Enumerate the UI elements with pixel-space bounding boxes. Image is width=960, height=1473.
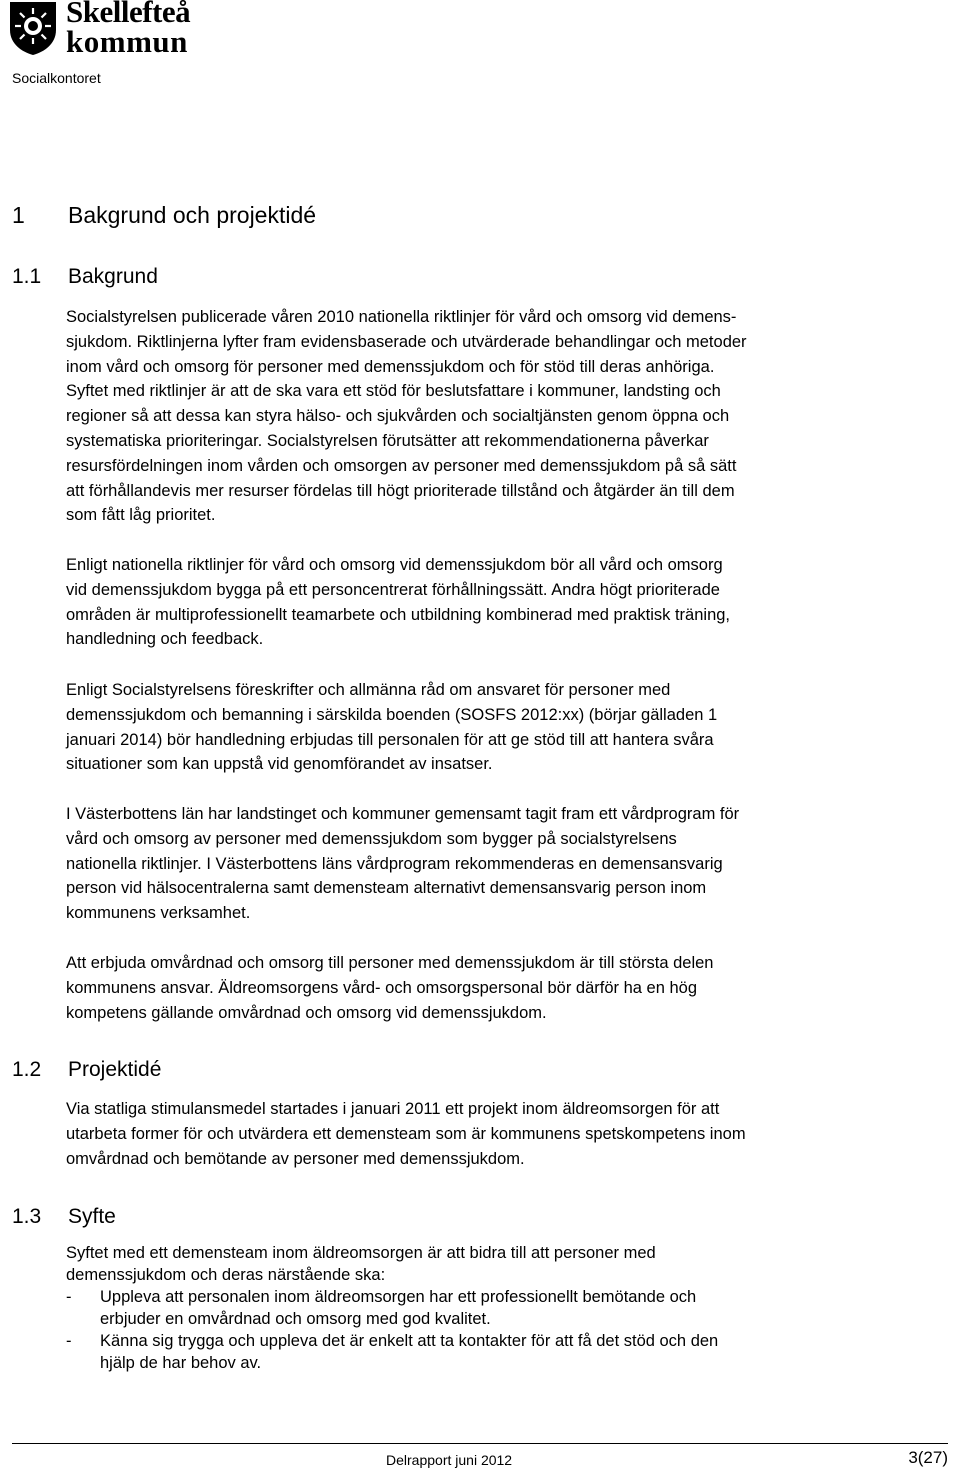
heading-section-1 (12, 202, 316, 229)
paragraph-syfte-intro (66, 1242, 946, 1286)
text-line: resursfördelningen inom vården och omsorgen av personer med demenssjukdom på så sätt (66, 456, 737, 475)
text-line: person vid hälsocentralerna samt demensteam alternativt demensansvarig person inom (66, 879, 707, 898)
paragraph-projektide (66, 1097, 946, 1171)
heading-section-1-3 (12, 1205, 116, 1229)
text-line: I Västerbottens län har landstinget och kommuner gemensamt tagit fram ett vårdprogram för (66, 805, 740, 823)
text-line: som fått låg prioritet. (66, 506, 216, 525)
municipal-crest-icon (8, 0, 58, 56)
dash-bullet: - (66, 1288, 72, 1306)
heading-title: Projektidé (68, 1058, 162, 1081)
text-line: vid demenssjukdom bygga på ett personcentrerat förhållningssätt. Andra högt prioriterade (66, 580, 720, 599)
footer-divider (12, 1443, 948, 1444)
text-line: demenssjukdom och deras närstående ska: (66, 1266, 386, 1284)
text-line: omvårdnad och bemötande av personer med demenssjukdom. (66, 1149, 525, 1168)
page-number: 3(27) (908, 1448, 948, 1467)
heading-number: 1.1 (12, 265, 42, 288)
text-line: inom vård och omsorg för personer med demenssjukdom och för stöd till deras anhöriga. (66, 357, 715, 376)
paragraph-bakgrund-5 (66, 951, 946, 1025)
text-line: regioner så att dessa kan styra hälso- och sjukvården och socialtjänsten genom öppna och (66, 407, 730, 426)
heading-number: 1 (12, 202, 25, 228)
dash-bullet: - (66, 1332, 72, 1350)
text-line: utarbeta former för och utvärdera ett demensteam som är kommunens spetskompetens inom (66, 1124, 746, 1143)
text-line: demenssjukdom och bemanning i särskilda boenden (SOSFS 2012:xx) (börjar gälladen 1 (66, 705, 718, 724)
text-line: nationella riktlinjer. I Västerbottens läns vårdprogram rekommenderas en demensansvarig (66, 854, 723, 873)
text-line: hjälp de har behov av. (100, 1354, 262, 1372)
paragraph-bakgrund-3 (66, 678, 946, 777)
text-line: handledning och feedback. (66, 630, 264, 649)
text-line: områden är multiprofessionellt teamarbete och utbildning kombinerad med praktisk träning, (66, 605, 731, 624)
text-line: Känna sig trygga och uppleva det är enkelt att ta kontakter för att få det stöd och den (100, 1332, 719, 1350)
text-line: Uppleva att personalen inom äldreomsorgen har ett professionellt bemötande och (100, 1288, 697, 1306)
text-line: systematiska prioriteringar. Socialstyrelsen förutsätter att rekommendationerna påverkar (66, 431, 709, 450)
text-line: Att erbjuda omvårdnad och omsorg till personer med demenssjukdom är till största delen (66, 954, 714, 972)
heading-number: 1.3 (12, 1205, 42, 1228)
heading-number: 1.2 (12, 1058, 42, 1081)
footer-report-title: Delrapport juni 2012 (386, 1452, 513, 1468)
heading-section-1-2 (12, 1058, 161, 1082)
heading-title: Syfte (68, 1205, 116, 1228)
text-line: kompetens gällande omvårdnad och omsorg vid demenssjukdom. (66, 1003, 547, 1022)
text-line: Socialstyrelsen publicerade våren 2010 nationella riktlinjer för vård och omsorg vid demens- (66, 308, 737, 326)
syfte-bullet-list (66, 1286, 946, 1374)
text-line: att förhållandevis mer resurser fördelas till högt prioriterade tillstånd och åtgärder än till dem (66, 481, 735, 500)
text-line: sjukdom. Riktlinjerna lyfter fram evidensbaserade och utvärderade behandlingar och metoder (66, 332, 747, 351)
text-line: situationer som kan uppstå vid genomförandet av insatser. (66, 755, 493, 774)
text-line: Via statliga stimulansmedel startades i januari 2011 ett projekt inom äldreomsorgen för att (66, 1100, 720, 1118)
paragraph-bakgrund-2 (66, 553, 946, 652)
text-line: Enligt Socialstyrelsens föreskrifter och allmänna råd om ansvaret för personer med (66, 681, 671, 699)
heading-title: Bakgrund (68, 265, 158, 288)
logo-wordmark-line2: kommun (66, 24, 188, 59)
paragraph-bakgrund-1 (66, 305, 946, 528)
text-line: erbjuder en omvårdnad och omsorg med god kvalitet. (100, 1310, 491, 1328)
list-item (66, 1286, 946, 1330)
skelleftea-logo (8, 0, 218, 62)
heading-title: Bakgrund och projektidé (68, 202, 317, 228)
paragraph-bakgrund-4 (66, 802, 946, 926)
text-line: Enligt nationella riktlinjer för vård och omsorg vid demenssjukdom bör all vård och omsorg (66, 556, 723, 574)
list-item (66, 1330, 946, 1374)
heading-section-1-1 (12, 265, 158, 289)
text-line: januari 2014) bör handledning erbjudas till personalen för att ge stöd till att hantera svåra (66, 730, 714, 749)
text-line: vård och omsorg av personer med demenssjukdom som bygger på socialstyrelsens (66, 829, 677, 848)
department-name: Socialkontoret (12, 70, 101, 86)
text-line: Syftet med ett demensteam inom äldreomsorgen är att bidra till att personer med (66, 1244, 656, 1262)
logo-wordmark-line1: Skellefteå (66, 0, 191, 29)
text-line: kommunens ansvar. Äldreomsorgens vård- och omsorgspersonal bör därför ha en hög (66, 978, 697, 997)
text-line: kommunens verksamhet. (66, 904, 251, 923)
text-line: Syftet med riktlinjer är att de ska vara ett stöd för beslutsfattare i kommuner, landsting och (66, 382, 721, 401)
